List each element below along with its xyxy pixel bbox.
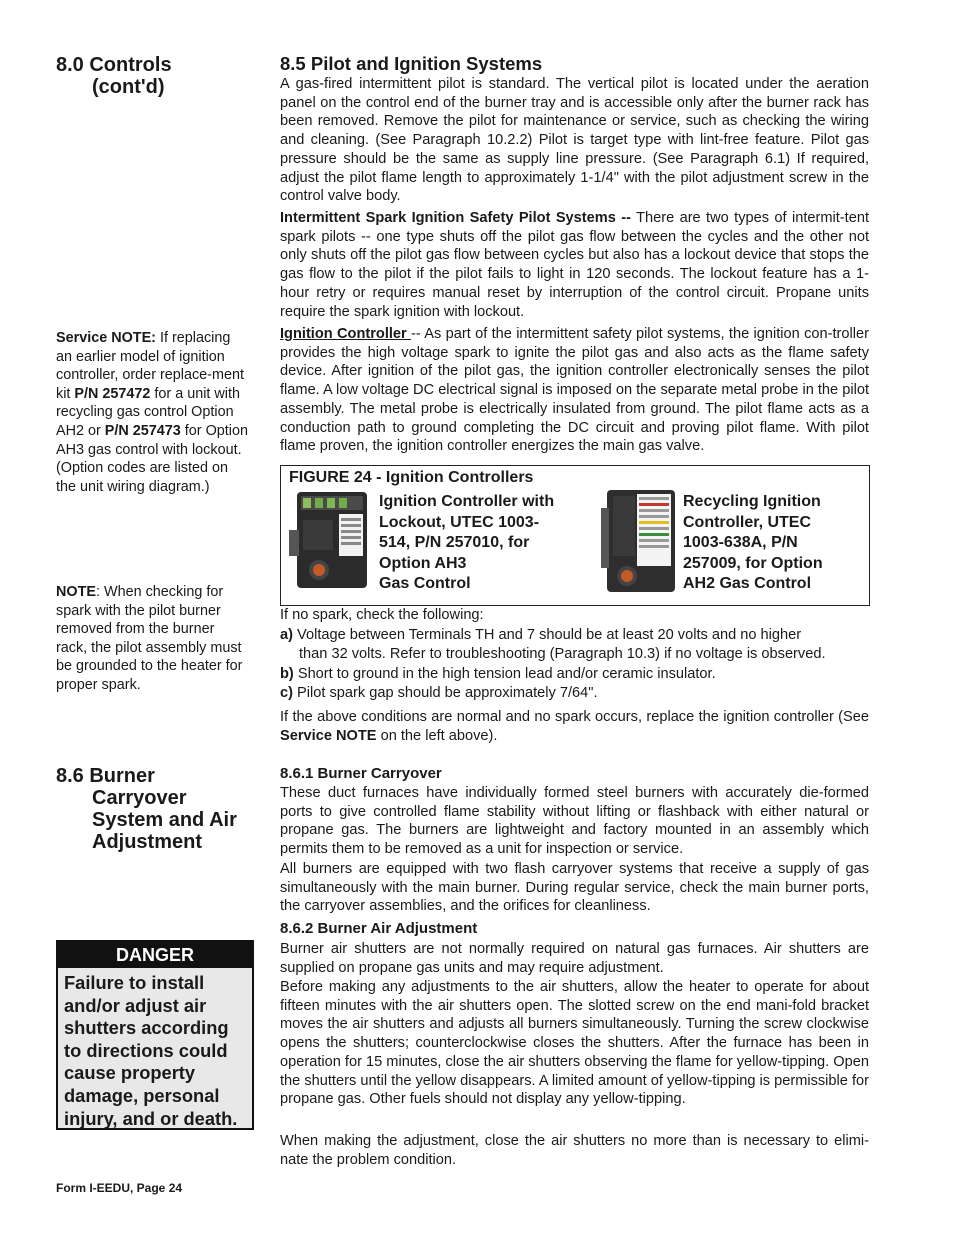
caption-recycling-line: 257009, for Option [683, 554, 823, 572]
check-c-label: c) [280, 685, 293, 701]
paragraph-pilot: A gas-fired intermittent pilot is standard. The vertical pilot is located under the aeration panel on the control end of the burner tray and is accessible only after the burner rack has been removed. Remove the pilot for maintenance or service, such as checking the wiring and cleaning. (See Paragraph 10.2.2) Pilot is target type with lint-free feature. Pilot gas pressure should be the same as supply line pressure. (See Paragraph 6.1) If required, adjust the pilot flame length to approximately 1-1/4" with the pilot adjustment screw in the control valve body. [280, 76, 869, 205]
danger-title: DANGER [58, 942, 252, 968]
service-note-label: Service NOTE: [56, 330, 156, 346]
section-heading-8-6-1: 8.6.1 Burner Carryover [280, 765, 442, 782]
intermittent-spark-label: Intermittent Spark Ignition Safety Pilot Systems -- [280, 210, 631, 226]
check-b-text: Short to ground in the high tension lead and/or ceramic insulator. [293, 665, 716, 682]
check-c [280, 684, 880, 704]
replace-text-2: on the left above). [376, 727, 498, 744]
ignition-controller-label: Ignition Controller [280, 326, 412, 342]
caption-lockout-line: Gas Control [379, 575, 471, 592]
paragraph-replace-controller [280, 708, 869, 745]
check-b-label: b) [280, 665, 294, 682]
ignition-controller-lockout-image [289, 490, 375, 594]
caption-lockout-line: 514, P/N 257010, for [379, 534, 530, 551]
caption-recycling-line: AH2 Gas Control [683, 575, 812, 592]
paragraph-intermittent-spark [280, 209, 869, 321]
heading-8-6-line3: System and Air [92, 809, 237, 831]
caption-recycling-line: Recycling Ignition [683, 493, 821, 510]
paragraph-burners: These duct furnaces have individually formed steel burners with accurately die-formed ports to give controlled flame stability without lifting or flashback with either natural or propane gas. The burners are lightweight and factory mounted in an assembly which permits them to be removed as a unit for inspection or service. [280, 785, 869, 858]
intermittent-spark-text: There are two types of intermit-tent spark pilots -- one type shuts off the pilot gas flow between the cycles and the other not only shuts off the pilot gas flow between cycles but also has a lockout device that stops the gas flow to the pilot if the pilot fails to light in 120 seconds. The lockout feature has a 1-hour retry or requires manual reset by interruption of the control circuit. Propane units require the spark ignition with lockout. [280, 210, 870, 320]
check-b [280, 665, 880, 685]
caption-lockout-line: Lockout, UTEC 1003- [379, 513, 540, 531]
page-footer: Form I-EEDU, Page 24 [56, 1181, 183, 1195]
figure-caption-recycling [683, 492, 823, 595]
service-note-pn1: P/N 257472 [74, 385, 151, 402]
heading-8-0-line2: (cont'd) [92, 76, 165, 98]
danger-text: Failure to install and/or adjust air shutters according to directions could cause property damage, personal injury, and or death. [64, 972, 238, 1129]
section-heading-8-6 [56, 765, 237, 853]
caption-recycling-line: Controller, UTEC [683, 513, 812, 531]
section-heading-8-0 [56, 54, 172, 98]
service-note [56, 329, 250, 496]
paragraph-air-shutters: Burner air shutters are not normally required on natural gas furnaces. Air shutters are supplied on propane gas units and may require adjustment. [280, 941, 869, 976]
note-label: NOTE [56, 584, 96, 600]
ignition-controller-text: -- As part of the intermittent safety pilot systems, the ignition con-troller provides the high voltage spark to ignite the pilot gas and also acts as the flame safety device. After ignition of the pilot gas, the ignition controller electronically senses the pilot flame. A low voltage DC electrical signal is imposed on the separate metal probe in the pilot assembly. The metal probe is electrically insulated from ground. The pilot flame acts as a conduction path to ground completing the DC circuit and proving pilot flame. With pilot flame proven, the ignition controller energizes the main gas valve. [280, 326, 869, 455]
service-note-text-2: for a unit with recycling gas control Option AH2 or [56, 385, 240, 439]
caption-recycling-line: 1003-638A, P/N [683, 534, 798, 551]
service-note-text-3: for Option AH3 gas control with lockout. (Option codes are listed on the unit wiring diagram.) [56, 422, 249, 495]
paragraph-carryover: All burners are equipped with two flash carryover systems that receive a supply of gas simultaneously with the main burner. During regular service, check the main burner ports, the carryover assemblies, and the orifices for cleanliness. [280, 861, 869, 915]
service-note-text-1: If replacing an earlier model of ignition controller, order replace-ment kit [56, 330, 244, 402]
figure-24 [280, 465, 870, 606]
check-a [280, 626, 880, 646]
paragraph-adjustment-limit: When making the adjustment, close the air shutters no more than is necessary to elimi-nate the problem condition. [280, 1133, 869, 1168]
heading-8-6-line1: 8.6 Burner [56, 765, 155, 787]
paragraph-ignition-controller [280, 325, 869, 456]
figure-caption-lockout [379, 492, 554, 595]
check-a-text: Voltage between Terminals TH and 7 should be at least 20 volts and no higher [292, 626, 802, 643]
recycling-ignition-controller-image [601, 488, 679, 596]
caption-lockout-line: Option AH3 [379, 554, 467, 572]
heading-8-0-line1: 8.0 Controls [56, 54, 172, 76]
danger-box [56, 940, 254, 1130]
paragraph-adjustment-procedure: Before making any adjustments to the air shutters, allow the heater to operate for about fifteen minutes with the air shutters open. The slotted screw on the end mani-fold bracket moves the air shutters and adjusts all burners simultaneously. Turning the screw clockwise opens the shutters; counterclockwise closes the shutters. After the furnace has been in operation for 15 minutes, close the air shutters observing the flame for yellow-tipping. Open the shutters until the yellow disappears. A limited amount of yellow-tipping is permissible for propane gas. Other fuels should not display any yellow-tipping. [280, 979, 869, 1108]
section-heading-8-5: 8.5 Pilot and Ignition Systems [280, 53, 543, 74]
section-heading-8-6-2: 8.6.2 Burner Air Adjustment [280, 920, 478, 937]
no-spark-intro: If no spark, check the following: [280, 607, 484, 623]
replace-service-note-ref: Service NOTE [280, 727, 377, 744]
check-a-continued: than 32 volts. Refer to troubleshooting (Paragraph 10.3) if no voltage is observed. [299, 646, 826, 662]
replace-text-1: If the above conditions are normal and no spark occurs, replace the ignition controller (See [280, 709, 869, 725]
service-note-pn2: P/N 257473 [104, 422, 181, 439]
heading-8-6-line2: Carryover [92, 787, 187, 809]
note-text: : When checking for spark with the pilot burner removed from the burner rack, the pilot assembly must be grounded to the heater for proper spark. [56, 584, 243, 693]
no-spark-checklist [280, 606, 880, 704]
figure-title: FIGURE 24 - Ignition Controllers [289, 469, 534, 486]
spark-note [56, 583, 246, 695]
caption-lockout-line: Ignition Controller with [379, 493, 555, 510]
heading-8-6-line4: Adjustment [92, 831, 202, 853]
check-a-label: a) [280, 626, 293, 643]
check-c-text: Pilot spark gap should be approximately 7/64". [292, 685, 598, 701]
